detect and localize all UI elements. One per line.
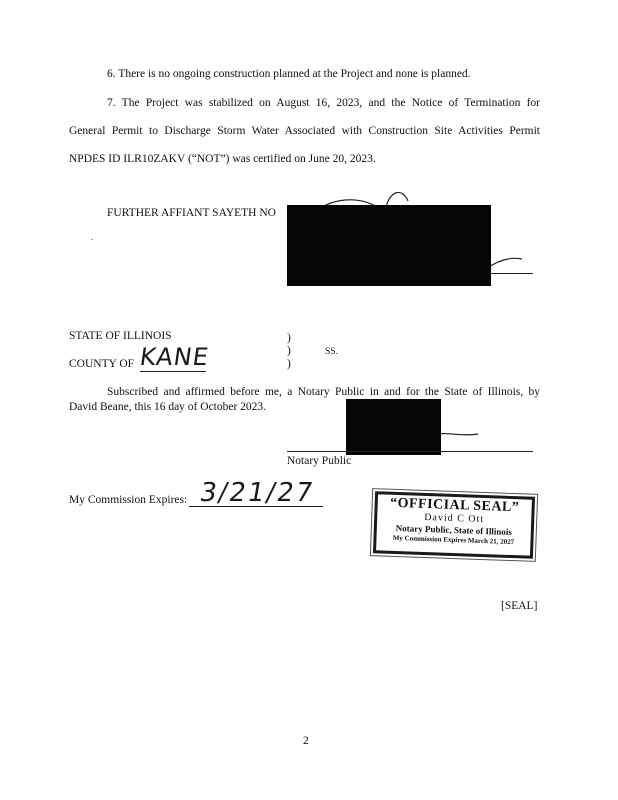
page-number: 2 [303,735,309,747]
county-label: COUNTY OF [69,358,135,370]
venue-paren-2: ) [287,345,291,357]
notary-signature-line [287,451,533,452]
paragraph-7-line-3: NPDES ID ILR10ZAKV (“NOT”) was certified on June 20, 2023. [69,153,376,165]
seal-state-line: Notary Public, State of Illinois [395,522,513,538]
affiant-signature-line [491,273,533,274]
paragraph-7-line-2: General Permit to Discharge Storm Water Associated with Construction Site Activities Permit [69,125,540,137]
seal-notary-name: David C Ott [424,511,485,526]
further-affiant-text: FURTHER AFFIANT SAYETH NO [107,207,276,219]
ss-label: SS. [325,347,338,357]
official-seal-stamp [373,491,535,559]
jurat-line-2: David Beane, this 16 day of October 2023. [69,401,267,413]
seal-title: “OFFICIAL SEAL” [389,495,520,516]
county-underline [140,371,206,372]
venue-paren-3: ) [287,358,291,370]
notary-public-label: Notary Public [287,455,352,467]
county-handwritten: KANE [138,343,211,371]
commission-expires-handwritten: 3/21/27 [197,478,317,508]
commission-expires-line [189,506,323,507]
stray-mark: . [91,233,93,242]
redaction-box-notary-signature [346,399,441,455]
seal-placeholder-text: [SEAL] [501,600,538,612]
jurat-line-1: Subscribed and affirmed before me, a Notary Public in and for the State of Illinois, by [107,386,540,398]
paragraph-6: 6. There is no ongoing construction planned at the Project and none is planned. [107,68,471,80]
paragraph-7-line-1: 7. The Project was stabilized on August 16, 2023, and the Notice of Termination for [107,97,540,109]
commission-expires-label: My Commission Expires: [69,494,188,506]
redaction-box-affiant-signature [287,205,491,286]
seal-expiration-line: My Commission Expires March 21, 2027 [392,533,515,547]
venue-paren-1: ) [287,332,291,344]
state-label: STATE OF ILLINOIS [69,330,172,342]
